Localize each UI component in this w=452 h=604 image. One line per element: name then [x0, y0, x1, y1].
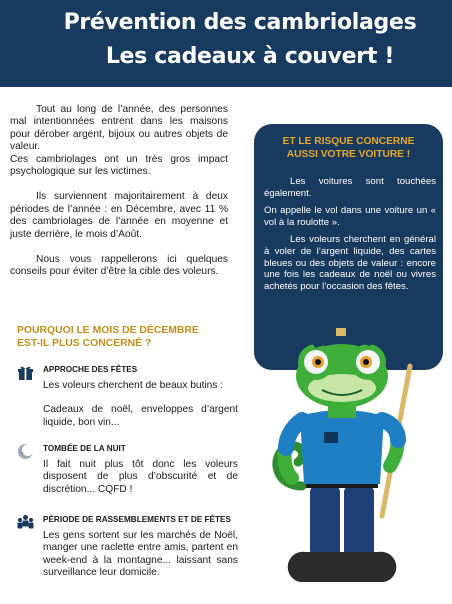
- intro-text: [10, 104, 228, 292]
- intro-paragraph-3: Nous vous rappellerons ici quelques conseils pour éviter d’être la cible des voleurs.: [10, 254, 228, 278]
- reason-body: [43, 530, 238, 580]
- car-risk-paragraph: Les voitures sont touchées également.: [264, 176, 436, 199]
- page-header: [0, 0, 452, 87]
- moon-icon: [17, 443, 34, 460]
- reason-body-line: Cadeaux de noël, enveloppes d’argent liquide, bon vin...: [43, 404, 238, 428]
- crowd-icon: [17, 514, 34, 531]
- intro-paragraph-1: Tout au long de l’année, des personnes mal intentionnées entrent dans les maisons pour dérober argent, bijoux ou autres objets de valeur. Ces cambriolages ont un très gros impact psychologique sur les victimes.: [10, 104, 228, 178]
- page-title-line1: Prévention des cambriolages: [63, 10, 417, 35]
- reason-body: [43, 380, 238, 429]
- car-risk-heading-line1: ET LE RISQUE CONCERNE: [282, 136, 415, 147]
- reason-title: APPROCHE DES FÊTES: [43, 365, 138, 374]
- reason-body-line: Les voleurs cherchent de beaux butins :: [43, 380, 224, 391]
- reason-body: [43, 459, 238, 496]
- car-risk-heading-line2: AUSSI VOTRE VOITURE !: [286, 148, 411, 160]
- chameleon-police-mascot: [262, 316, 432, 599]
- reason-title: TOMBÉE DE LA NUIT: [43, 444, 126, 453]
- car-risk-paragraph: On appelle le vol dans une voiture un « vol à la roulotte ».: [264, 205, 436, 228]
- question-line2: EST-IL PLUS CONCERNÉ ?: [17, 338, 152, 349]
- page-title-line2: Les cadeaux à couvert !: [105, 44, 395, 69]
- reason-body-line: Les gens sortent sur les marchés de Noël, manger une raclette entre amis, partent en week-end à la montagne... laissant sans surveillance leur domicile.: [43, 530, 238, 579]
- intro-paragraph-2: Ils surviennent majoritairement à deux périodes de l’année : en Décembre, avec 11 % des cambriolages de l’année en moyenne et juste derrière, le mois d’Août.: [10, 191, 228, 240]
- gift-icon: [17, 364, 34, 381]
- question-line1: POURQUOI LE MOIS DE DÉCEMBRE: [17, 325, 199, 336]
- reason-title: PÉRIODE DE RASSEMBLEMENTS ET DE FÊTES: [43, 515, 231, 524]
- reason-body-line: Il fait nuit plus tôt donc les voleurs disposent de plus d’obscurité et de discrétion... CQFD !: [43, 459, 238, 495]
- car-risk-heading: [254, 136, 443, 161]
- car-risk-paragraph: Les voleurs cherchent en général à voler de l’argent liquide, des cartes bleues ou des objets de valeur : encore une fois les cadeaux de noël ou vivres achetés pour l’occasion des fêtes.: [264, 234, 436, 292]
- question-heading: [17, 324, 237, 350]
- car-risk-text: [264, 176, 436, 298]
